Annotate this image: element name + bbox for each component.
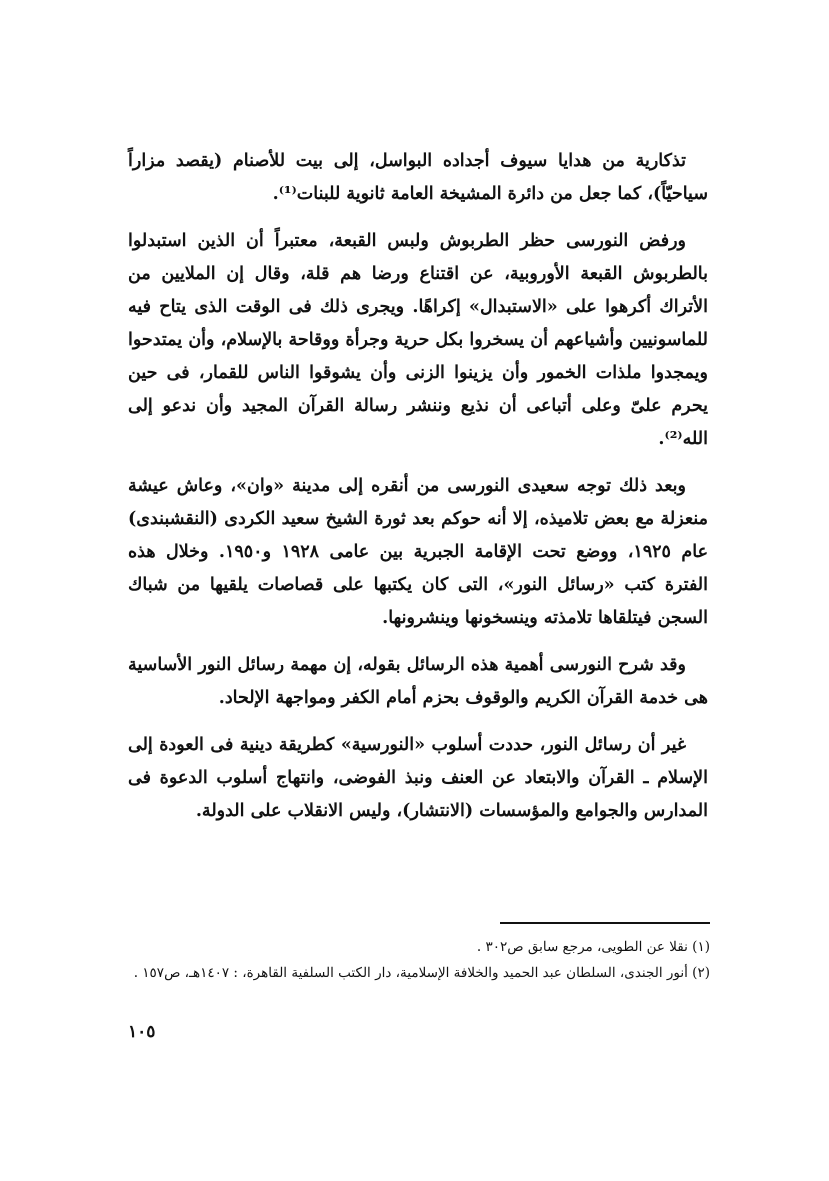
footnote-divider	[500, 922, 710, 924]
body-text	[128, 145, 708, 842]
paragraph-5: غير أن رسائل النور، حددت أسلوب «النورسية» كطريقة دينية فى العودة إلى الإسلام ـ القرآن والابتعاد عن العنف ونبذ الفوضى، وانتهاج أسلوب الدعوة فى المدارس والجوامع والمؤسسات (الانتشار)، وليس الانقلاب على الدولة.	[128, 735, 708, 821]
paragraph-3: وبعد ذلك توجه سعيدى النورسى من أنقره إلى مدينة «وان»، وعاش عيشة منعزلة مع بعض تلاميذه، إلا أنه حوكم بعد ثورة الشيخ سعيد الكردى (النقشبندى) عام ١٩٢٥، ووضع تحت الإقامة الجبرية بين عامى ١٩٢٨ و١٩٥٠. وخلال هذه الفترة كتب «رسائل النور»، التى كان يكتبها على قصاصات يلقيها من شباك السجن فيتلقاها تلامذته وينسخونها وينشرونها.	[128, 476, 709, 628]
footnote-2: (٢) أنور الجندى، السلطان عبد الحميد والخلافة الإسلامية، دار الكتب السلفية القاهرة، : ١٤٠٧هـ، ص١٥٧ .	[133, 965, 710, 981]
footnotes	[128, 922, 710, 986]
paragraph-2: ورفض النورسى حظر الطربوش ولبس القبعة، معتبراً أن الذين استبدلوا بالطربوش القبعة الأوروبية، عن اقتناع ورضا هم قلة، وقال إن الملايين من الأتراك أكرهوا على «الاستبدال» إكراهًا. ويجرى ذلك فى الوقت الذى يتاح فيه للماسونيين وأشياعهم أن يسخروا بكل حرية وجرأة ووقاحة بالإسلام، وأن يمتدحوا ويمجدوا ملذات الخمور وأن يزينوا الزنى وأن يشوقوا الناس للقمار، فى حين يحرم علىّ وعلى أتباعى أن نذيع وننشر رسالة القرآن المجيد وأن ندعو إلى الله⁽²⁾.	[128, 231, 708, 449]
page-number: ١٠٥	[128, 1022, 156, 1042]
paragraph-4: وقد شرح النورسى أهمية هذه الرسائل بقوله، إن مهمة رسائل النور الأساسية هى خدمة القرآن الكريم والوقوف بحزم أمام الكفر ومواجهة الإلحاد.	[128, 655, 708, 708]
paragraph-1: تذكارية من هدايا سيوف أجداده البواسل، إلى بيت للأصنام (يقصد مزاراً سياحيّاً)، كما جعل من دائرة المشيخة العامة ثانوية للبنات⁽¹⁾.	[128, 151, 708, 204]
footnote-1: (١) نقلا عن الطويى، مرجع سابق ص٣٠٢ .	[476, 939, 710, 955]
